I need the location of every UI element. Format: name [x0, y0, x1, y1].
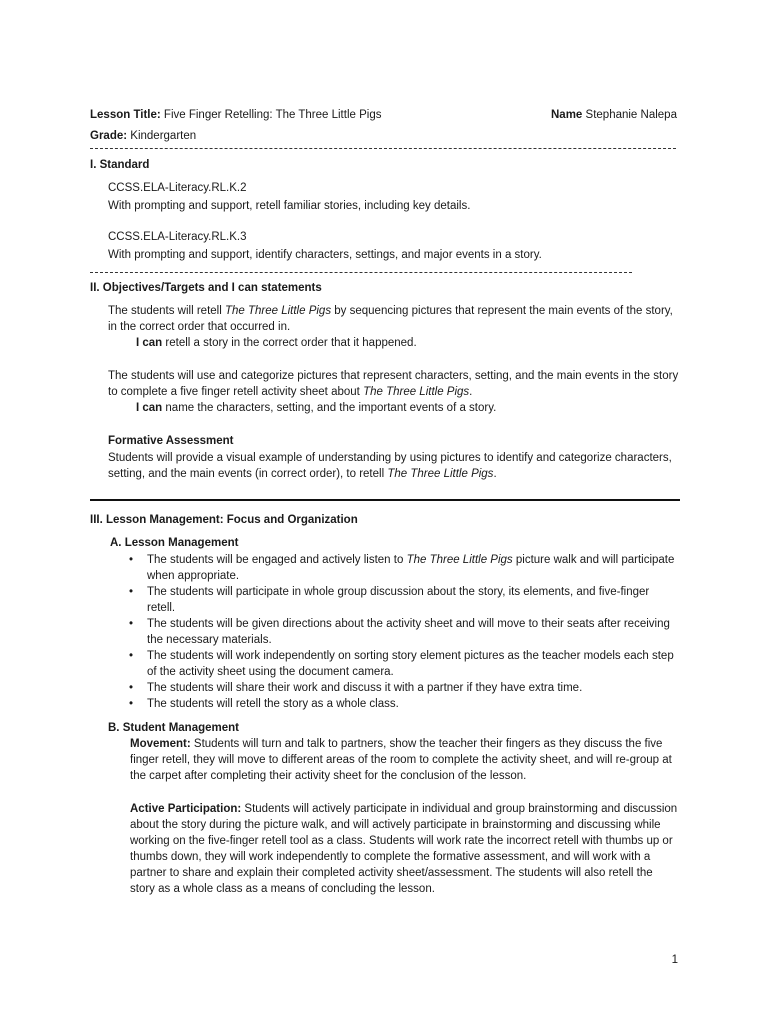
active-participation-label: Active Participation: — [130, 803, 242, 815]
lesson-management-subheading: A. Lesson Management — [110, 537, 239, 549]
formative-body: . — [493, 468, 497, 480]
standard-heading: I. Standard — [90, 159, 150, 171]
lesson-management-list — [129, 552, 677, 712]
list-item — [129, 648, 677, 680]
book-title: The Three Little Pigs — [406, 554, 513, 566]
standard-code: CCSS.ELA-Literacy.RL.K.3 — [108, 231, 247, 243]
list-item — [129, 616, 677, 648]
grade-value: Kindergarten — [130, 130, 197, 142]
author-name: Stephanie Nalepa — [585, 109, 677, 121]
list-item — [129, 696, 677, 712]
name-label: Name — [551, 109, 583, 121]
ican-statement-1 — [136, 335, 417, 351]
list-item-text: The students will share their work and discuss it with a partner if they have extra time. — [147, 682, 583, 694]
ican-text: retell a story in the correct order that it happened. — [162, 337, 417, 349]
movement-paragraph — [130, 736, 678, 784]
divider — [90, 148, 676, 149]
list-item — [129, 680, 677, 696]
author-line — [551, 107, 677, 123]
student-management-subheading: B. Student Management — [108, 722, 239, 734]
lesson-title-line — [90, 107, 381, 123]
ican-statement-2 — [136, 400, 496, 416]
book-title: The Three Little Pigs — [224, 305, 332, 317]
list-item — [129, 584, 677, 616]
movement-label: Movement: — [130, 738, 191, 750]
list-item-text: The students will work independently on sorting story element pictures as the teacher models each step of the activity sheet using the document camera. — [147, 650, 674, 678]
objectives-heading: II. Objectives/Targets and I can statements — [90, 282, 322, 294]
objective-2 — [108, 368, 683, 400]
list-item-text: picture walk and will participate when appropriate. — [147, 554, 675, 582]
formative-body: Students will provide a visual example of understanding by using pictures to identify and categorize characters, setting, and the main events (in correct order), to retell — [108, 452, 672, 480]
grade-line — [90, 128, 196, 144]
formative-text — [108, 450, 683, 482]
lesson-title-label: Lesson Title: — [90, 109, 161, 121]
list-item — [129, 552, 677, 584]
movement-text: Students will turn and talk to partners, show the teacher their fingers as they discuss the five finger retell, they will move to different areas of the room to complete the activity sheet, and will re-group at the carpet after completing their activity sheet for the conclusion of the lesson. — [130, 738, 672, 782]
ican-label: I can — [136, 402, 163, 414]
objective-text: by sequencing pictures that represent the main events of the story, in the correct order that occurred in. — [108, 305, 673, 333]
active-participation-text: Students will actively participate in individual and group brainstorming and discussion about the story during the picture walk, and will actively participate in brainstorming and discussing while working on the five-finger retell tool as a class. Students will work rate the incorrect retell with thumbs up or thumbs down, they will work independently to complete the formative assessment, and will work with a partner to share and explain their completed activity sheet/assessment. The students will also retell the story as a whole class as a means of concluding the lesson. — [130, 803, 678, 895]
objective-1 — [108, 303, 683, 335]
management-heading: III. Lesson Management: Focus and Organization — [90, 514, 358, 526]
grade-label: Grade: — [90, 130, 128, 142]
objective-text: . — [469, 386, 473, 398]
active-participation-paragraph — [130, 801, 678, 897]
page-number: 1 — [671, 954, 678, 966]
ican-text: name the characters, setting, and the important events of a story. — [162, 402, 497, 414]
objective-text: The students will use and categorize pictures that represent characters, setting, and the main events in the story to complete a five finger retell activity sheet about — [108, 370, 679, 398]
list-item-text: The students will be given directions about the activity sheet and will move to their seats after receiving the necessary materials. — [147, 618, 670, 646]
list-item-text: The students will retell the story as a whole class. — [147, 698, 399, 710]
objective-text: The students will retell — [108, 305, 225, 317]
section-divider — [90, 499, 680, 501]
book-title: The Three Little Pigs — [363, 386, 470, 398]
book-title: The Three Little Pigs — [387, 468, 494, 480]
divider — [90, 272, 632, 273]
standard-code: CCSS.ELA-Literacy.RL.K.2 — [108, 182, 247, 194]
list-item-text: The students will participate in whole group discussion about the story, its elements, and five-finger retell. — [147, 586, 650, 614]
standard-text: With prompting and support, retell familiar stories, including key details. — [108, 200, 471, 212]
list-item-text: The students will be engaged and actively listen to — [147, 554, 407, 566]
ican-label: I can — [136, 337, 163, 349]
standard-text: With prompting and support, identify characters, settings, and major events in a story. — [108, 249, 542, 261]
lesson-title: Five Finger Retelling: The Three Little Pigs — [163, 109, 382, 121]
formative-heading: Formative Assessment — [108, 435, 234, 447]
